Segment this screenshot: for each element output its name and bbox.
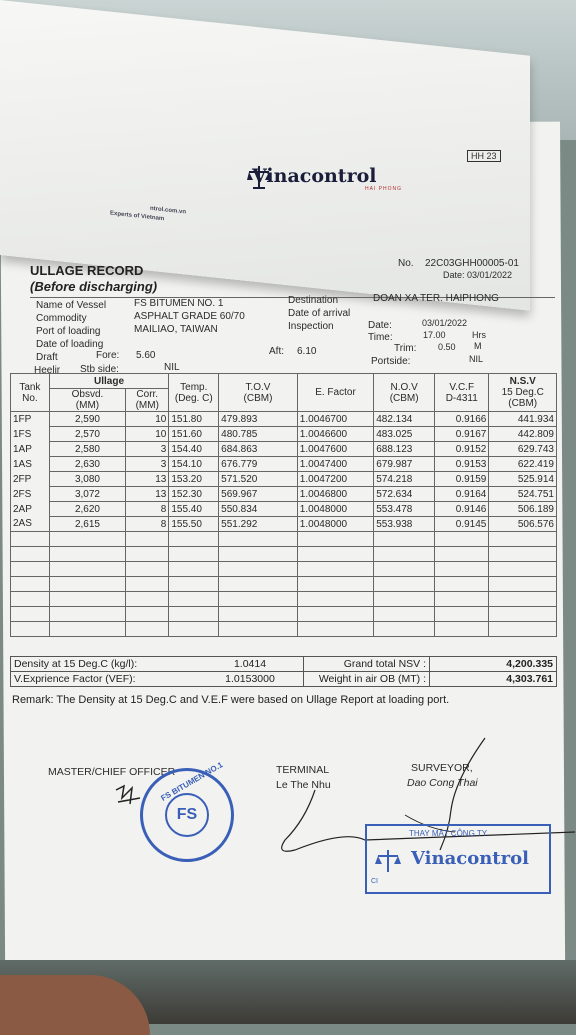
cell-empty bbox=[489, 577, 557, 592]
cell-vcf: 0.9145 bbox=[435, 517, 489, 532]
portside-value: NIL bbox=[469, 354, 484, 364]
cell-empty bbox=[49, 547, 125, 562]
table-header-row bbox=[11, 374, 557, 389]
table-row bbox=[11, 502, 557, 517]
cell-nov: 483.025 bbox=[374, 427, 435, 442]
commodity-label: Commodity bbox=[36, 313, 87, 324]
cell-corr: 13 bbox=[126, 487, 169, 502]
cell-vcf: 0.9153 bbox=[435, 457, 489, 472]
cell-tov: 684.863 bbox=[219, 442, 298, 457]
cell-empty bbox=[126, 562, 169, 577]
stamp-box-name: Vinacontrol bbox=[411, 848, 529, 869]
cell-ef: 1.0046800 bbox=[297, 487, 373, 502]
cell-nsv: 525.914 bbox=[489, 472, 557, 487]
fore-label: Fore: bbox=[96, 350, 120, 361]
cell-temp: 151.80 bbox=[169, 412, 219, 427]
density-label: Density at 15 Deg.C (kg/l): bbox=[11, 657, 198, 672]
table-row-empty bbox=[11, 622, 557, 637]
table-row bbox=[11, 457, 557, 472]
port-value: MAILIAO, TAIWAN bbox=[134, 324, 218, 335]
cell-empty bbox=[169, 532, 219, 547]
cell-tov: 551.292 bbox=[219, 517, 298, 532]
table-row bbox=[11, 487, 557, 502]
cell-tov: 569.967 bbox=[219, 487, 298, 502]
cell-empty bbox=[297, 577, 373, 592]
cell-nsv: 441.934 bbox=[489, 412, 557, 427]
time-unit: Hrs bbox=[472, 330, 486, 340]
insp-date-value: 03/01/2022 bbox=[422, 318, 468, 328]
cell-empty bbox=[374, 547, 435, 562]
col-nsv: N.S.V 15 Deg.C (CBM) bbox=[489, 374, 557, 412]
cell-empty bbox=[374, 622, 435, 637]
cell-temp: 154.10 bbox=[169, 457, 219, 472]
cell-obsvd: 2,590 bbox=[49, 412, 125, 427]
cell-empty bbox=[435, 562, 489, 577]
col-nov: N.O.V (CBM) bbox=[374, 374, 435, 412]
inspection-label: Inspection bbox=[288, 321, 334, 332]
cell-tank: 1FP bbox=[11, 412, 50, 427]
cell-empty bbox=[126, 532, 169, 547]
stamp-box-ci: CI bbox=[371, 878, 378, 885]
aft-label: Aft: bbox=[269, 346, 285, 357]
table-row bbox=[11, 412, 557, 427]
surveyor-label: SURVEYOR, bbox=[411, 762, 473, 774]
cell-empty bbox=[374, 532, 435, 547]
cell-empty bbox=[11, 577, 50, 592]
table-row-empty bbox=[11, 577, 557, 592]
cell-empty bbox=[219, 607, 298, 622]
cell-nov: 688.123 bbox=[374, 442, 435, 457]
cell-corr: 8 bbox=[126, 517, 169, 532]
company-sub: HAI PHONG bbox=[365, 186, 403, 192]
cell-empty bbox=[435, 577, 489, 592]
cell-tank: 2FP bbox=[11, 472, 50, 487]
web-fragment: ntrol.com.vn bbox=[150, 205, 187, 216]
cell-corr: 13 bbox=[126, 472, 169, 487]
cell-empty bbox=[219, 622, 298, 637]
doc-no-label: No. bbox=[398, 258, 414, 269]
stamp-box-top: THAY MẶT CÔNG TY bbox=[409, 829, 488, 838]
cell-nov: 679.987 bbox=[374, 457, 435, 472]
cell-empty bbox=[374, 607, 435, 622]
cell-nov: 574.218 bbox=[374, 472, 435, 487]
cell-empty bbox=[374, 562, 435, 577]
cell-nov: 572.634 bbox=[374, 487, 435, 502]
info-block bbox=[30, 293, 555, 376]
cell-corr: 3 bbox=[126, 457, 169, 472]
destination-label: Destination bbox=[288, 295, 339, 306]
round-stamp-logo-icon: FS bbox=[165, 793, 209, 837]
cell-empty bbox=[489, 607, 557, 622]
cell-temp: 155.40 bbox=[169, 502, 219, 517]
stamp-scale-icon bbox=[375, 848, 401, 874]
vef-value: 1.0153000 bbox=[197, 672, 304, 687]
doc-no: 22C03GHH00005-01 bbox=[425, 258, 519, 269]
cell-vcf: 0.9166 bbox=[435, 412, 489, 427]
cell-empty bbox=[11, 562, 50, 577]
terminal-label: TERMINAL bbox=[276, 764, 330, 776]
table-row bbox=[11, 442, 557, 457]
table-row-empty bbox=[11, 547, 557, 562]
cell-empty bbox=[219, 577, 298, 592]
cell-temp: 153.20 bbox=[169, 472, 219, 487]
cell-empty bbox=[49, 532, 125, 547]
cell-empty bbox=[435, 622, 489, 637]
cell-temp: 155.50 bbox=[169, 517, 219, 532]
port-label: Port of loading bbox=[36, 326, 101, 337]
cell-empty bbox=[435, 547, 489, 562]
totals-row-density bbox=[11, 657, 557, 672]
heelir-label: Heelir bbox=[34, 365, 61, 376]
cell-empty bbox=[49, 577, 125, 592]
cell-obsvd: 2,630 bbox=[49, 457, 125, 472]
cell-tank: 2FS bbox=[11, 487, 50, 502]
cell-empty bbox=[49, 562, 125, 577]
time-value: 17.00 bbox=[423, 330, 446, 340]
company-round-stamp bbox=[140, 760, 234, 862]
cell-temp: 154.40 bbox=[169, 442, 219, 457]
cell-tov: 480.785 bbox=[219, 427, 298, 442]
totals-row-vef bbox=[11, 672, 557, 687]
cell-empty bbox=[489, 622, 557, 637]
cell-tov: 676.779 bbox=[219, 457, 298, 472]
cell-vcf: 0.9159 bbox=[435, 472, 489, 487]
vessel-value: FS BITUMEN NO. 1 bbox=[134, 298, 224, 309]
cell-empty bbox=[11, 622, 50, 637]
cell-corr: 8 bbox=[126, 502, 169, 517]
fore-value: 5.60 bbox=[136, 350, 156, 361]
portside-label: Portside: bbox=[371, 356, 411, 367]
cell-empty bbox=[126, 622, 169, 637]
page-subtitle: (Before discharging) bbox=[30, 279, 158, 294]
code-box: HH 23 bbox=[467, 150, 501, 162]
cell-tank: 2AP bbox=[11, 502, 50, 517]
cell-vcf: 0.9146 bbox=[435, 502, 489, 517]
cell-empty bbox=[489, 532, 557, 547]
cell-empty bbox=[11, 547, 50, 562]
cell-tank: 1FS bbox=[11, 427, 50, 442]
cell-empty bbox=[297, 547, 373, 562]
cell-nsv: 506.189 bbox=[489, 502, 557, 517]
table-row-empty bbox=[11, 607, 557, 622]
weight-label: Weight in air OB (MT) : bbox=[304, 672, 430, 687]
cell-empty bbox=[49, 592, 125, 607]
cell-empty bbox=[489, 592, 557, 607]
cell-empty bbox=[11, 607, 50, 622]
vef-label: V.Exprience Factor (VEF): bbox=[11, 672, 198, 687]
cell-empty bbox=[169, 592, 219, 607]
round-stamp-text: FS BITUMEN NO.1 bbox=[159, 760, 225, 803]
cell-empty bbox=[435, 532, 489, 547]
table-row-empty bbox=[11, 562, 557, 577]
cell-obsvd: 2,570 bbox=[49, 427, 125, 442]
cell-tov: 571.520 bbox=[219, 472, 298, 487]
col-temp: Temp. (Deg. C) bbox=[169, 374, 219, 412]
cell-empty bbox=[219, 562, 298, 577]
cell-empty bbox=[126, 577, 169, 592]
table-row-empty bbox=[11, 592, 557, 607]
cell-empty bbox=[169, 562, 219, 577]
weight-value: 4,303.761 bbox=[430, 672, 557, 687]
cell-obsvd: 2,620 bbox=[49, 502, 125, 517]
cell-empty bbox=[297, 607, 373, 622]
totals-table bbox=[10, 656, 557, 687]
cell-empty bbox=[49, 607, 125, 622]
cell-empty bbox=[297, 562, 373, 577]
col-corr: Corr. (MM) bbox=[126, 389, 169, 412]
cell-ef: 1.0046600 bbox=[297, 427, 373, 442]
cell-corr: 10 bbox=[126, 412, 169, 427]
trim-value: 0.50 bbox=[438, 342, 456, 352]
cell-tank: 1AP bbox=[11, 442, 50, 457]
cell-corr: 3 bbox=[126, 442, 169, 457]
terminal-name: Le The Nhu bbox=[276, 779, 331, 791]
cell-empty bbox=[11, 592, 50, 607]
master-label: MASTER/CHIEF OFFICER bbox=[48, 766, 176, 778]
cell-tank: 2AS bbox=[11, 517, 50, 532]
cell-empty bbox=[374, 577, 435, 592]
cell-empty bbox=[489, 547, 557, 562]
cell-tov: 550.834 bbox=[219, 502, 298, 517]
cell-vcf: 0.9164 bbox=[435, 487, 489, 502]
cell-ef: 1.0047200 bbox=[297, 472, 373, 487]
col-tank: Tank No. bbox=[11, 374, 50, 412]
ullage-table bbox=[10, 373, 557, 637]
cell-temp: 151.60 bbox=[169, 427, 219, 442]
commodity-value: ASPHALT GRADE 60/70 bbox=[134, 311, 245, 322]
vessel-label: Name of Vessel bbox=[36, 300, 107, 311]
cell-vcf: 0.9167 bbox=[435, 427, 489, 442]
table-row bbox=[11, 427, 557, 442]
cell-obsvd: 2,615 bbox=[49, 517, 125, 532]
cell-empty bbox=[126, 547, 169, 562]
cell-nov: 482.134 bbox=[374, 412, 435, 427]
doc-date: Date: 03/01/2022 bbox=[443, 270, 513, 280]
cell-ef: 1.0048000 bbox=[297, 517, 373, 532]
cell-tov: 479.893 bbox=[219, 412, 298, 427]
cell-empty bbox=[219, 532, 298, 547]
cell-nsv: 622.419 bbox=[489, 457, 557, 472]
cell-ef: 1.0048000 bbox=[297, 502, 373, 517]
cell-ef: 1.0046700 bbox=[297, 412, 373, 427]
col-obsvd: Obsvd. (MM) bbox=[49, 389, 125, 412]
insp-date-label: Date: bbox=[368, 320, 392, 331]
cell-vcf: 0.9152 bbox=[435, 442, 489, 457]
arrival-label: Date of arrival bbox=[288, 308, 351, 319]
cell-nov: 553.938 bbox=[374, 517, 435, 532]
table-row-empty bbox=[11, 532, 557, 547]
cell-ef: 1.0047600 bbox=[297, 442, 373, 457]
cell-ef: 1.0047400 bbox=[297, 457, 373, 472]
stb-value: NIL bbox=[164, 362, 180, 373]
cell-empty bbox=[219, 547, 298, 562]
company-logo: Vinacontrol bbox=[252, 165, 377, 187]
company-box-stamp bbox=[365, 824, 551, 894]
density-value: 1.0414 bbox=[197, 657, 304, 672]
cell-nsv: 506.576 bbox=[489, 517, 557, 532]
grand-total-label: Grand total NSV : bbox=[304, 657, 430, 672]
cell-empty bbox=[126, 592, 169, 607]
cell-empty bbox=[126, 607, 169, 622]
cell-nsv: 629.743 bbox=[489, 442, 557, 457]
col-efactor: E. Factor bbox=[297, 374, 373, 412]
surveyor-name: Dao Cong Thai bbox=[407, 777, 478, 789]
cell-nsv: 524.751 bbox=[489, 487, 557, 502]
cell-empty bbox=[297, 532, 373, 547]
date-loading-label: Date of loading bbox=[36, 339, 104, 350]
page-title: ULLAGE RECORD bbox=[30, 263, 144, 278]
cell-empty bbox=[219, 592, 298, 607]
grand-total-value: 4,200.335 bbox=[430, 657, 557, 672]
tagline-fragment: Experts of Vietnam bbox=[110, 210, 165, 223]
col-vcf: V.C.F D-4311 bbox=[435, 374, 489, 412]
master-signature bbox=[110, 780, 150, 810]
table-row bbox=[11, 517, 557, 532]
cell-empty bbox=[11, 532, 50, 547]
col-ullage: Ullage bbox=[49, 374, 169, 389]
cell-empty bbox=[169, 622, 219, 637]
cell-empty bbox=[297, 592, 373, 607]
cell-empty bbox=[169, 577, 219, 592]
destination-value: DOAN XA TER. HAIPHONG bbox=[373, 293, 499, 304]
time-label: Time: bbox=[368, 332, 393, 343]
cell-empty bbox=[435, 607, 489, 622]
cell-empty bbox=[374, 592, 435, 607]
cell-empty bbox=[169, 547, 219, 562]
col-tov: T.O.V (CBM) bbox=[219, 374, 298, 412]
cell-empty bbox=[49, 622, 125, 637]
cell-obsvd: 2,580 bbox=[49, 442, 125, 457]
cell-tank: 1AS bbox=[11, 457, 50, 472]
stb-label: Stb side: bbox=[80, 364, 119, 375]
cell-obsvd: 3,080 bbox=[49, 472, 125, 487]
remark: Remark: The Density at 15 Deg.C and V.E.F were based on Ullage Report at loading port. bbox=[12, 694, 450, 706]
cell-corr: 10 bbox=[126, 427, 169, 442]
cell-obsvd: 3,072 bbox=[49, 487, 125, 502]
draft-label: Draft bbox=[36, 352, 58, 363]
cell-empty bbox=[435, 592, 489, 607]
cell-empty bbox=[297, 622, 373, 637]
cell-empty bbox=[169, 607, 219, 622]
cell-empty bbox=[489, 562, 557, 577]
trim-label: Trim: bbox=[394, 343, 417, 354]
table-row bbox=[11, 472, 557, 487]
cell-temp: 152.30 bbox=[169, 487, 219, 502]
cell-nsv: 442.809 bbox=[489, 427, 557, 442]
aft-value: 6.10 bbox=[297, 346, 317, 357]
trim-unit: M bbox=[474, 341, 482, 351]
cell-nov: 553.478 bbox=[374, 502, 435, 517]
